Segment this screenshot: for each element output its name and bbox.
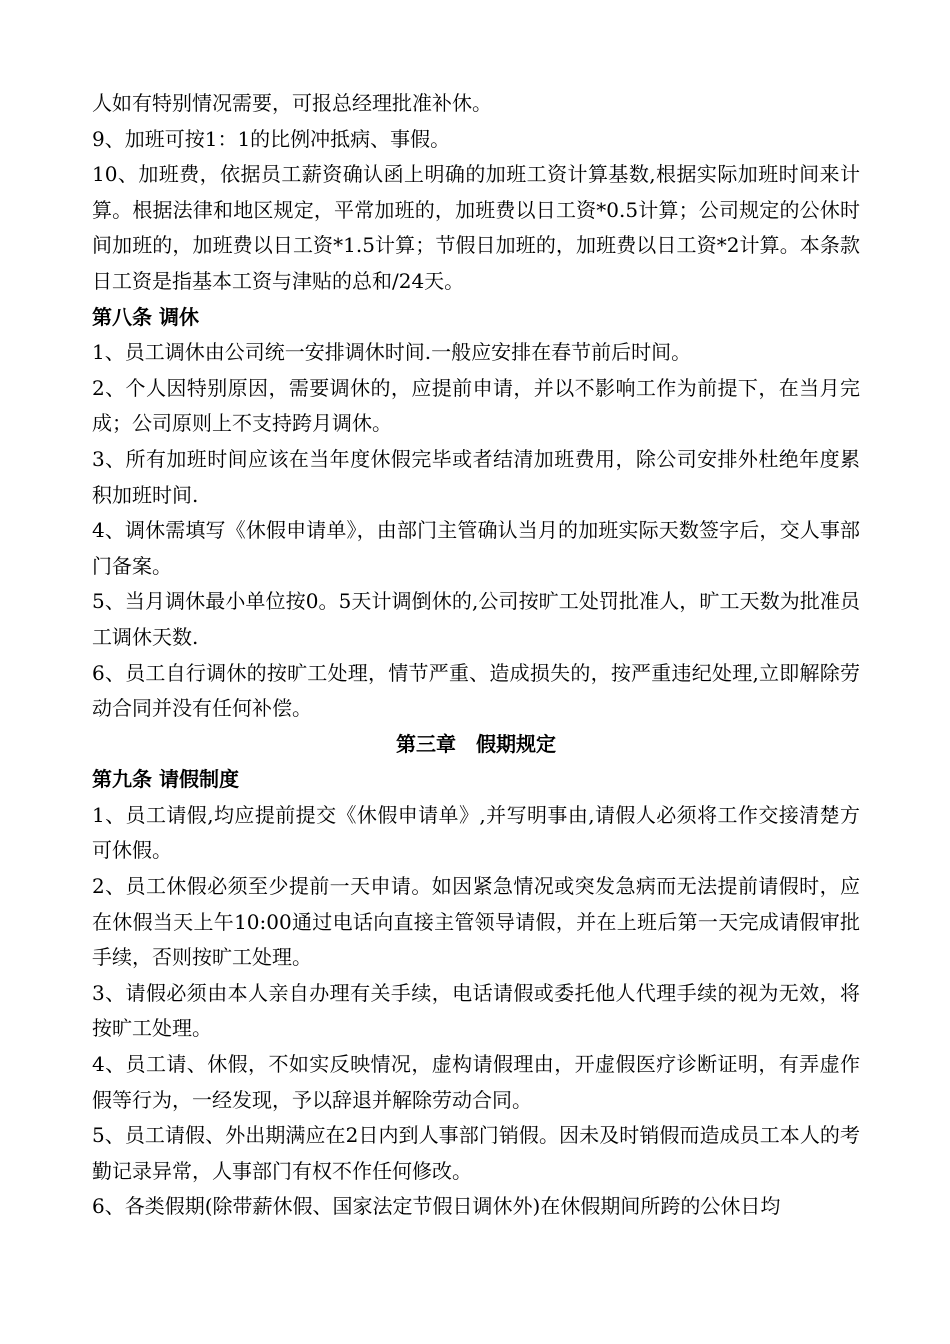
article-8-item-3: 3、所有加班时间应该在当年度休假完毕或者结清加班费用，除公司安排外杜绝年度累积加班时间. — [92, 446, 860, 507]
article-8-item-5: 5、当月调休最小单位按0。5天计调倒休的,公司按旷工处罚批准人，旷工天数为批准员工调休天数. — [92, 589, 860, 649]
article-9-item-4: 4、员工请、休假，不如实反映情况，虚构请假理由，开虚假医疗诊断证明，有弄虚作假等行为，一经发现，予以辞退并解除劳动合同。 — [92, 1052, 860, 1112]
article-9-heading: 第九条 请假制度 — [92, 767, 239, 792]
article-8-item-1: 1、员工调休由公司统一安排调休时间.一般应安排在春节前后时间。 — [92, 340, 692, 365]
paragraph-continuation: 人如有特别情况需要，可报总经理批准补休。 — [92, 91, 492, 115]
article-8-item-4: 4、调休需填写《休假申请单》，由部门主管确认当月的加班实际天数签字后，交人事部门备案。 — [92, 518, 860, 578]
article-9-item-6: 6、各类假期(除带薪休假、国家法定节假日调休外)在休假期间所跨的公休日均 — [92, 1194, 781, 1219]
article-9-item-3: 3、请假必须由本人亲自办理有关手续，电话请假或委托他人代理手续的视为无效，将按旷工处理。 — [92, 980, 860, 1041]
paragraph-item-9: 9、加班可按1：1的比例冲抵病、事假。 — [92, 126, 451, 151]
article-9-item-1: 1、员工请假,均应提前提交《休假申请单》,并写明事由,请假人必须将工作交接清楚方可休假。 — [92, 802, 860, 863]
article-9-item-5: 5、员工请假、外出期满应在2日内到人事部门销假。因未及时销假而造成员工本人的考勤记录异常，人事部门有权不作任何修改。 — [92, 1123, 860, 1183]
article-9-item-2: 2、员工休假必须至少提前一天申请。如因紧急情况或突发急病而无法提前请假时，应在休假当天上午10:00通过电话向直接主管领导请假，并在上班后第一天完成请假审批手续，否则按旷工处理。 — [92, 874, 860, 970]
article-8-item-6: 6、员工自行调休的按旷工处理，情节严重、造成损失的，按严重违纪处理,立即解除劳动合同并没有任何补偿。 — [92, 660, 860, 721]
article-8-item-2: 2、个人因特别原因，需要调休的，应提前申请，并以不影响工作为前提下，在当月完成；公司原则上不支持跨月调休。 — [92, 375, 860, 436]
article-8-heading: 第八条 调休 — [92, 304, 199, 329]
paragraph-item-10: 10、加班费，依据员工薪资确认函上明确的加班工资计算基数,根据实际加班时间来计算。根据法律和地区规定，平常加班的，加班费以日工资*0.5计算；公司规定的公休时间加班的，加班费以日工资*1.5计算；节假日加班的，加班费以日工资*2计算。本条款日工资是指基本工资与津贴的总和/24天。 — [92, 162, 860, 293]
document-body — [92, 86, 860, 1225]
chapter-3-heading: 第三章 假期规定 — [396, 731, 556, 756]
